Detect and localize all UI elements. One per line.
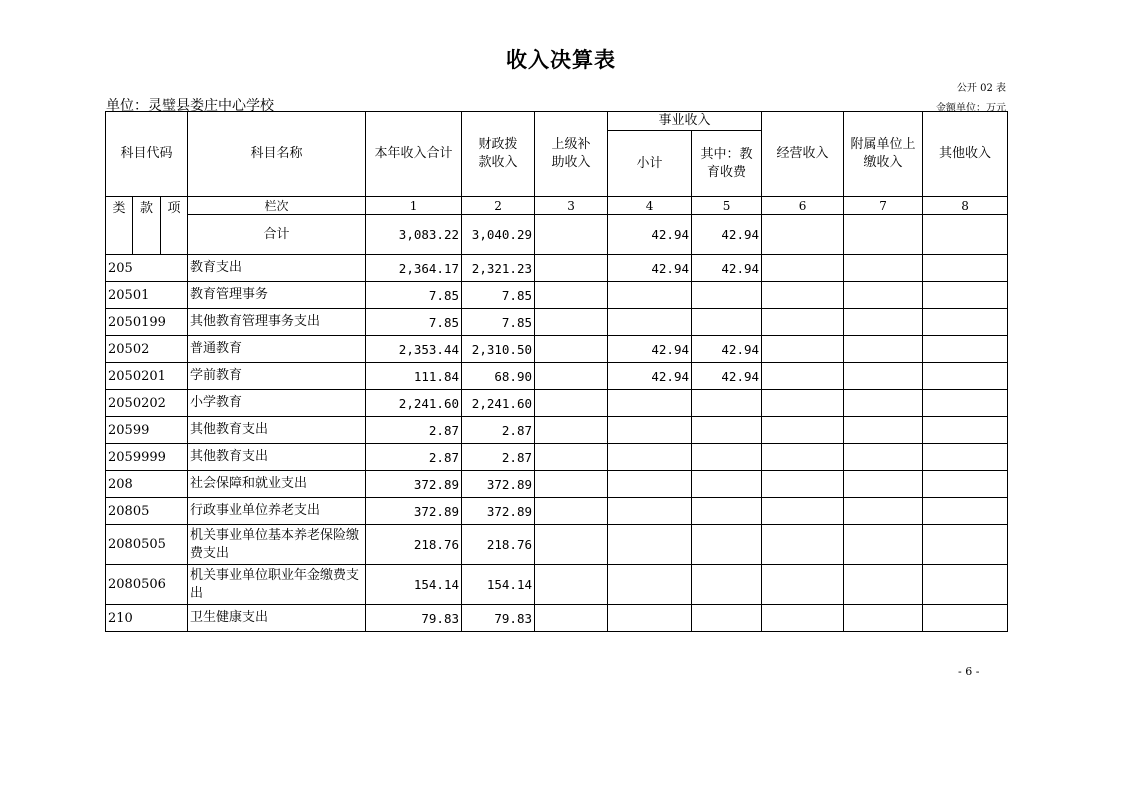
row-value — [608, 525, 692, 565]
row-value — [844, 498, 923, 525]
header-superior — [535, 112, 608, 197]
row-value — [762, 363, 844, 390]
row-value — [608, 565, 692, 605]
row-value: 42.94 — [608, 255, 692, 282]
row-value: 7.85 — [366, 309, 462, 336]
table-row — [106, 417, 1008, 444]
row-value: 42.94 — [692, 255, 762, 282]
row-value — [923, 309, 1008, 336]
row-code: 2080506 — [106, 565, 188, 605]
row-value — [844, 363, 923, 390]
total-label: 合计 — [188, 215, 366, 255]
table-row — [106, 363, 1008, 390]
row-value — [535, 498, 608, 525]
row-value: 2,353.44 — [366, 336, 462, 363]
header-fiscal-text: 财政拨款收入 — [478, 137, 518, 170]
table-row — [106, 336, 1008, 363]
row-code: 2080505 — [106, 525, 188, 565]
row-value — [844, 565, 923, 605]
total-value — [762, 215, 844, 255]
row-value — [692, 498, 762, 525]
row-name: 机关事业单位职业年金缴费支出 — [188, 565, 366, 605]
header-business-group: 事业收入 — [608, 112, 762, 131]
row-value: 2,310.50 — [462, 336, 535, 363]
row-value — [923, 525, 1008, 565]
row-value — [535, 336, 608, 363]
row-name: 社会保障和就业支出 — [188, 471, 366, 498]
total-value — [923, 215, 1008, 255]
row-value: 42.94 — [608, 363, 692, 390]
table-row — [106, 309, 1008, 336]
row-value — [608, 309, 692, 336]
row-value — [844, 605, 923, 632]
row-value: 111.84 — [366, 363, 462, 390]
row-value: 79.83 — [462, 605, 535, 632]
row-code: 210 — [106, 605, 188, 632]
form-number: 公开 02 表 — [956, 83, 1006, 94]
row-value: 2.87 — [462, 444, 535, 471]
header-affiliated-text: 附属单位上缴收入 — [850, 137, 916, 170]
row-value — [535, 417, 608, 444]
header-edu-fee — [692, 131, 762, 197]
row-value — [608, 417, 692, 444]
row-value — [762, 525, 844, 565]
row-name: 教育支出 — [188, 255, 366, 282]
row-name: 教育管理事务 — [188, 282, 366, 309]
row-value: 7.85 — [462, 309, 535, 336]
row-value — [608, 471, 692, 498]
row-value — [535, 390, 608, 417]
row-code: 20501 — [106, 282, 188, 309]
row-code: 20502 — [106, 336, 188, 363]
row-value — [923, 282, 1008, 309]
header-xiang: 项 — [161, 197, 188, 255]
table-row — [106, 525, 1008, 565]
page-title: 收入决算表 — [506, 48, 616, 72]
table-row — [106, 498, 1008, 525]
header-kuan: 款 — [133, 197, 161, 255]
row-value: 2,241.60 — [462, 390, 535, 417]
col-num: 3 — [535, 197, 608, 215]
row-value — [844, 282, 923, 309]
header-row-1 — [106, 112, 1008, 131]
row-value: 42.94 — [608, 336, 692, 363]
row-value — [608, 498, 692, 525]
table-row — [106, 255, 1008, 282]
header-affiliated — [844, 112, 923, 197]
row-value: 2.87 — [462, 417, 535, 444]
row-value — [923, 363, 1008, 390]
row-code: 2050199 — [106, 309, 188, 336]
row-value — [923, 605, 1008, 632]
row-value — [692, 282, 762, 309]
header-fiscal — [462, 112, 535, 197]
row-value: 372.89 — [366, 471, 462, 498]
row-code: 20805 — [106, 498, 188, 525]
col-num: 8 — [923, 197, 1008, 215]
row-value — [762, 565, 844, 605]
revenue-table — [105, 111, 1008, 632]
table-row — [106, 565, 1008, 605]
row-value — [923, 336, 1008, 363]
row-value: 2,241.60 — [366, 390, 462, 417]
row-value: 68.90 — [462, 363, 535, 390]
total-value: 42.94 — [608, 215, 692, 255]
row-value — [844, 417, 923, 444]
row-code: 2050202 — [106, 390, 188, 417]
total-value — [844, 215, 923, 255]
header-subtotal: 小计 — [608, 131, 692, 197]
row-value: 218.76 — [462, 525, 535, 565]
row-value — [844, 390, 923, 417]
row-value — [762, 605, 844, 632]
row-value — [844, 525, 923, 565]
row-value — [535, 605, 608, 632]
row-name: 学前教育 — [188, 363, 366, 390]
header-superior-text: 上级补助收入 — [551, 137, 591, 170]
total-value: 3,040.29 — [462, 215, 535, 255]
row-value — [762, 255, 844, 282]
row-value — [535, 363, 608, 390]
col-num: 6 — [762, 197, 844, 215]
row-value — [692, 390, 762, 417]
row-value — [923, 565, 1008, 605]
row-name: 其他教育管理事务支出 — [188, 309, 366, 336]
row-value — [762, 417, 844, 444]
row-name: 行政事业单位养老支出 — [188, 498, 366, 525]
row-name: 其他教育支出 — [188, 444, 366, 471]
total-value — [535, 215, 608, 255]
row-value — [608, 282, 692, 309]
row-value: 79.83 — [366, 605, 462, 632]
row-value: 2,364.17 — [366, 255, 462, 282]
header-edu-fee-text: 其中：教育收费 — [700, 146, 753, 180]
header-total: 本年收入合计 — [366, 112, 462, 197]
row-value: 154.14 — [462, 565, 535, 605]
row-value — [762, 309, 844, 336]
col-num: 2 — [462, 197, 535, 215]
table-row — [106, 282, 1008, 309]
row-value — [844, 309, 923, 336]
row-value — [535, 471, 608, 498]
row-value — [923, 390, 1008, 417]
row-value — [692, 417, 762, 444]
row-value — [923, 444, 1008, 471]
row-value: 372.89 — [462, 498, 535, 525]
row-code: 2050201 — [106, 363, 188, 390]
column-number-row — [106, 197, 1008, 215]
row-name: 卫生健康支出 — [188, 605, 366, 632]
col-num: 1 — [366, 197, 462, 215]
row-value — [608, 605, 692, 632]
row-value — [608, 444, 692, 471]
page-number: - 6 - — [958, 665, 980, 678]
header-other: 其他收入 — [923, 112, 1008, 197]
row-code: 208 — [106, 471, 188, 498]
row-value — [844, 255, 923, 282]
row-value: 218.76 — [366, 525, 462, 565]
row-name: 小学教育 — [188, 390, 366, 417]
row-value — [535, 309, 608, 336]
row-value — [692, 444, 762, 471]
row-value: 42.94 — [692, 336, 762, 363]
row-name: 普通教育 — [188, 336, 366, 363]
row-value: 372.89 — [366, 498, 462, 525]
header-lanci: 栏次 — [188, 197, 366, 215]
row-value — [762, 498, 844, 525]
amount-unit: 金额单位：万元 — [936, 103, 1006, 114]
row-value — [535, 282, 608, 309]
reporting-unit: 单位：灵璧县娄庄中心学校 — [106, 98, 274, 114]
row-value — [535, 255, 608, 282]
row-value — [923, 471, 1008, 498]
header-code: 科目代码 — [106, 112, 188, 197]
row-value: 2,321.23 — [462, 255, 535, 282]
row-value: 2.87 — [366, 444, 462, 471]
row-name: 其他教育支出 — [188, 417, 366, 444]
table-row — [106, 471, 1008, 498]
total-row — [106, 215, 1008, 255]
row-value — [692, 471, 762, 498]
row-value — [535, 444, 608, 471]
row-code: 2059999 — [106, 444, 188, 471]
table-row — [106, 605, 1008, 632]
row-value — [692, 565, 762, 605]
col-num: 5 — [692, 197, 762, 215]
row-value — [844, 444, 923, 471]
row-value — [692, 525, 762, 565]
table-row — [106, 444, 1008, 471]
row-value: 7.85 — [462, 282, 535, 309]
row-value — [923, 498, 1008, 525]
row-value — [535, 525, 608, 565]
row-value — [923, 255, 1008, 282]
row-value: 372.89 — [462, 471, 535, 498]
table-row — [106, 390, 1008, 417]
row-code: 205 — [106, 255, 188, 282]
total-value: 42.94 — [692, 215, 762, 255]
col-num: 4 — [608, 197, 692, 215]
row-name: 机关事业单位基本养老保险缴费支出 — [188, 525, 366, 565]
col-num: 7 — [844, 197, 923, 215]
row-value — [762, 471, 844, 498]
row-value — [844, 471, 923, 498]
row-value — [762, 282, 844, 309]
row-value — [608, 390, 692, 417]
row-value — [844, 336, 923, 363]
row-value: 7.85 — [366, 282, 462, 309]
row-value — [762, 390, 844, 417]
total-value: 3,083.22 — [366, 215, 462, 255]
row-value — [692, 605, 762, 632]
row-value — [762, 336, 844, 363]
row-value — [692, 309, 762, 336]
row-value: 2.87 — [366, 417, 462, 444]
header-operating: 经营收入 — [762, 112, 844, 197]
row-value — [923, 417, 1008, 444]
row-value: 42.94 — [692, 363, 762, 390]
header-lei: 类 — [106, 197, 133, 255]
row-value — [535, 565, 608, 605]
header-name: 科目名称 — [188, 112, 366, 197]
row-value: 154.14 — [366, 565, 462, 605]
row-code: 20599 — [106, 417, 188, 444]
row-value — [762, 444, 844, 471]
